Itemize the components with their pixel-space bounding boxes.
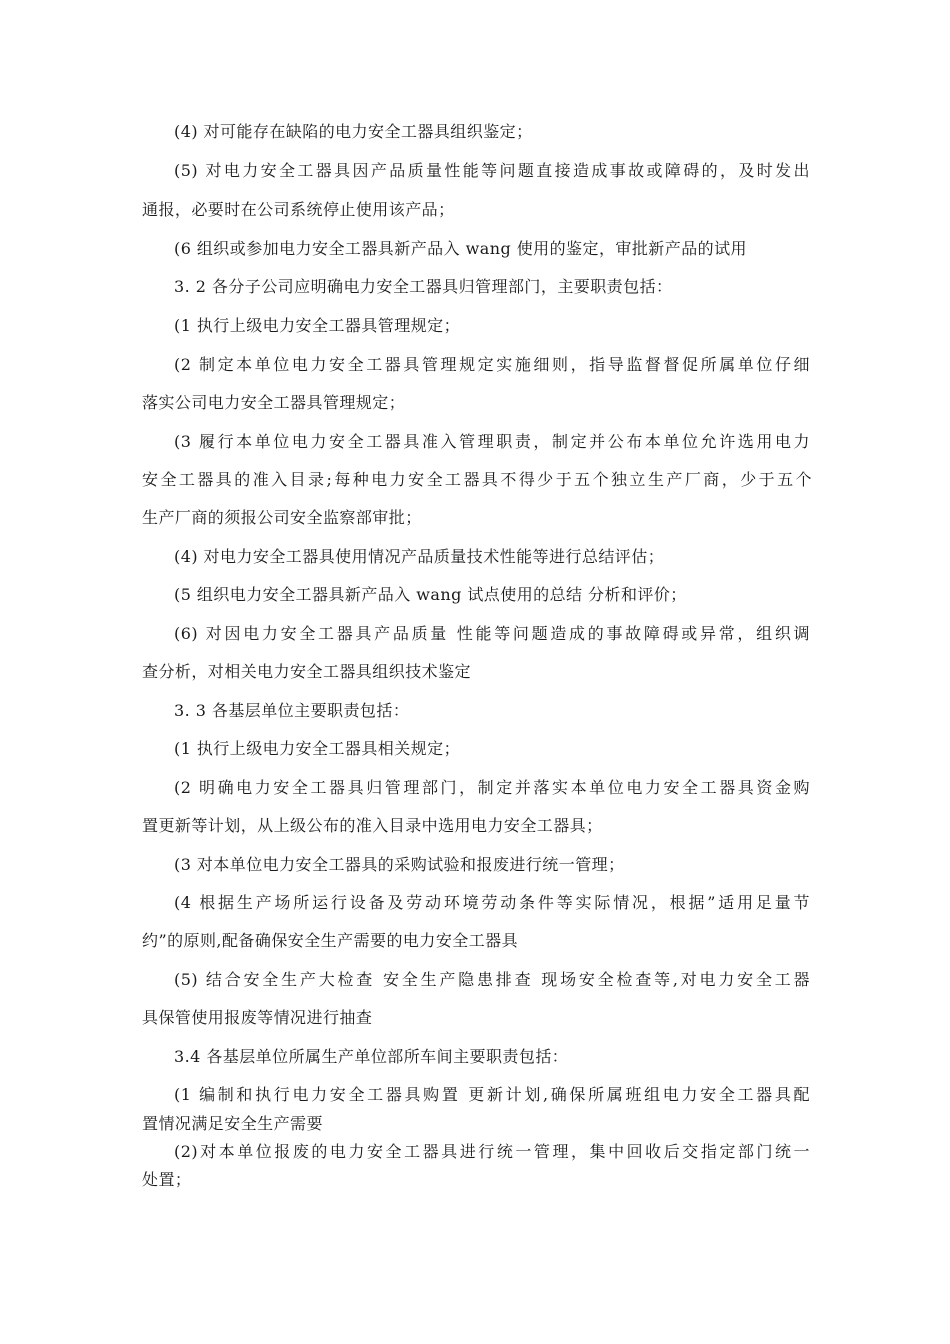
text-line: 安全工器具的准入目录;每种电力安全工器具不得少于五个独立生产厂商，少于五个 [142, 470, 812, 489]
text-line: 落实公司电力安全工器具管理规定； [142, 393, 406, 412]
text-line: (6 组织或参加电力安全工器具新产品入 wang 使用的鉴定，审批新产品的试用 [174, 239, 748, 258]
text-line: 通报，必要时在公司系统停止使用该产品； [142, 200, 455, 219]
text-line: 置更新等计划，从上级公布的准入目录中选用电力安全工器具； [142, 816, 603, 835]
text-line: (4) 对可能存在缺陷的电力安全工器具组织鉴定； [174, 122, 533, 141]
text-line: (1 执行上级电力安全工器具管理规定； [174, 316, 461, 335]
text-line: (3 对本单位电力安全工器具的采购试验和报废进行统一管理； [174, 855, 625, 874]
text-line: (5) 结合安全生产大检查 安全生产隐患排查 现场安全检查等,对电力安全工器 [174, 970, 810, 989]
section-heading: 3.4 各基层单位所属生产单位部所车间主要职责包括： [174, 1047, 569, 1066]
text-line: (5) 对电力安全工器具因产品质量性能等问题直接造成事故或障碍的，及时发出 [174, 161, 810, 180]
text-line: (2 明确电力安全工器具归管理部门，制定并落实本单位电力安全工器具资金购 [174, 778, 810, 797]
section-heading: 3. 2 各分子公司应明确电力安全工器具归管理部门，主要职责包括： [174, 277, 673, 296]
text-line: 查分析，对相关电力安全工器具组织技术鉴定 [142, 662, 472, 681]
text-line: (3 履行本单位电力安全工器具准入管理职责，制定并公布本单位允许选用电力 [174, 432, 810, 451]
text-line: 生产厂商的须报公司安全监察部审批； [142, 508, 422, 527]
text-line: (5 组织电力安全工器具新产品入 wang 试点使用的总结 分析和评价； [174, 585, 687, 604]
text-line: 处置； [142, 1170, 192, 1189]
text-line: (2)对本单位报废的电力安全工器具进行统一管理，集中回收后交指定部门统一 [174, 1142, 810, 1161]
text-line: (4) 对电力安全工器具使用情况产品质量技术性能等进行总结评估； [174, 547, 665, 566]
section-heading: 3. 3 各基层单位主要职责包括： [174, 701, 410, 720]
text-line: (2 制定本单位电力安全工器具管理规定实施细则，指导监督督促所属单位仔细 [174, 355, 810, 374]
text-line: 具保管使用报废等情况进行抽查 [142, 1008, 373, 1027]
text-line: (4 根据生产场所运行设备及劳动环境劳动条件等实际情况，根据”适用足量节 [174, 893, 810, 912]
text-line: (1 编制和执行电力安全工器具购置 更新计划,确保所属班组电力安全工器具配 [174, 1085, 810, 1104]
text-line: 约”的原则,配备确保安全生产需要的电力安全工器具 [142, 931, 519, 950]
text-line: (1 执行上级电力安全工器具相关规定； [174, 739, 461, 758]
text-line: (6) 对因电力安全工器具产品质量 性能等问题造成的事故障碍或异常，组织调 [174, 624, 810, 643]
text-line: 置情况满足安全生产需要 [142, 1114, 323, 1133]
